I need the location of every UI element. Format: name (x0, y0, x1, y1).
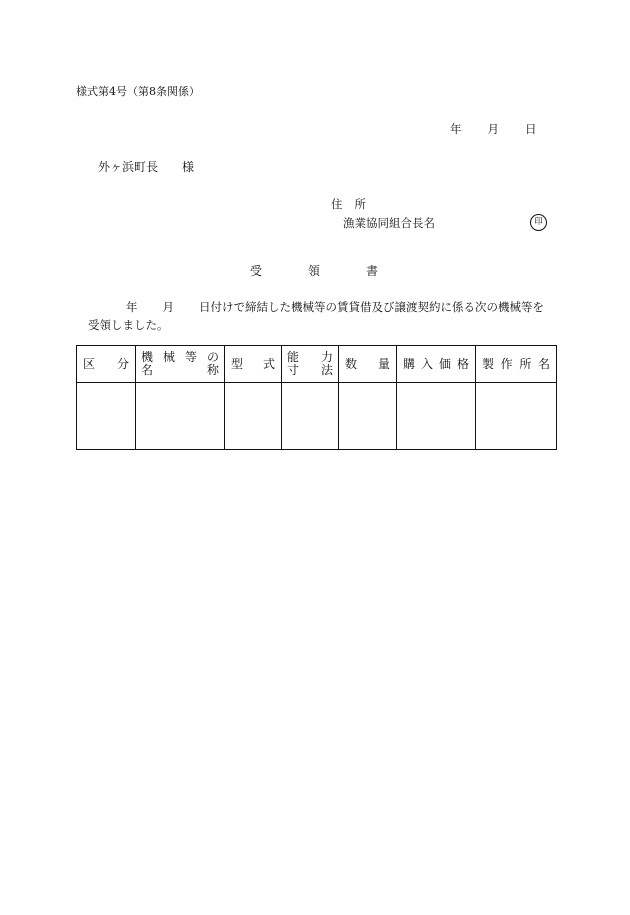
header-capacity (282, 346, 339, 383)
date-day-label: 日 (525, 122, 537, 136)
addressee-honorific: 様 (182, 160, 195, 174)
header-machine-name-char-3: 等 (184, 350, 197, 365)
body-month-label: 月 (162, 300, 174, 314)
header-capacity-char-1: 能 (287, 350, 300, 365)
header-machine-name-char-4: の (206, 350, 219, 365)
body-text-line-1 (126, 302, 544, 314)
cell-maker[interactable] (476, 383, 557, 450)
header-category-char-2: 分 (116, 357, 129, 371)
header-quantity-char-2: 量 (377, 357, 390, 371)
cell-capacity[interactable] (282, 383, 339, 450)
header-capacity-char-4: 法 (320, 363, 333, 377)
form-number: 様式第4号（第8条関係） (76, 85, 200, 98)
table-row (77, 383, 557, 450)
title-char-1: 受 (250, 264, 263, 278)
cell-category[interactable] (77, 383, 136, 450)
header-capacity-char-2: 力 (320, 350, 333, 365)
header-price-char-3: 価 (438, 357, 451, 371)
header-capacity-char-3: 寸 (287, 363, 300, 377)
header-machine-name-char-6: 称 (206, 363, 219, 377)
cell-machine-name[interactable] (136, 383, 225, 450)
address-label-char-2: 所 (354, 197, 366, 211)
table-header-row (77, 346, 557, 383)
title-char-3: 書 (366, 264, 379, 278)
cell-quantity[interactable] (339, 383, 397, 450)
header-price-char-1: 購 (403, 357, 416, 371)
date-line (450, 124, 537, 136)
header-machine-name-char-2: 械 (162, 350, 175, 365)
addressee (98, 161, 194, 173)
header-category-char-1: 区 (83, 357, 96, 371)
body-text-line-2: 受領しました。 (88, 318, 169, 332)
document-title (250, 265, 378, 277)
header-price (397, 346, 476, 383)
header-price-char-2: 入 (420, 357, 433, 371)
addressee-name: 外ヶ浜町長 (98, 160, 159, 174)
header-model-char-2: 式 (262, 357, 275, 371)
title-char-2: 領 (308, 264, 321, 278)
signer-label: 漁業協同組合長名 (343, 216, 435, 230)
header-model (225, 346, 282, 383)
cell-model[interactable] (225, 383, 282, 450)
date-year-label: 年 (450, 122, 462, 136)
header-machine-name-char-1: 機 (141, 350, 154, 365)
header-maker (476, 346, 557, 383)
address-label (331, 199, 366, 211)
header-maker-char-2: 作 (500, 357, 513, 371)
header-model-char-1: 型 (231, 357, 244, 371)
cell-price[interactable] (397, 383, 476, 450)
body-text-rest: 日付けで締結した機械等の賃貸借及び譲渡契約に係る次の機械等を (199, 300, 544, 314)
seal-icon: 印 (530, 214, 547, 231)
address-label-char-1: 住 (331, 197, 343, 211)
header-maker-char-1: 製 (482, 357, 495, 371)
header-maker-char-3: 所 (519, 357, 532, 371)
header-price-char-4: 格 (456, 357, 469, 371)
header-quantity-char-1: 数 (345, 357, 358, 371)
date-month-label: 月 (487, 122, 499, 136)
items-table (76, 345, 557, 450)
header-category (77, 346, 136, 383)
header-maker-char-4: 名 (537, 357, 550, 371)
body-year-label: 年 (126, 300, 138, 314)
header-quantity (339, 346, 397, 383)
header-machine-name (136, 346, 225, 383)
header-machine-name-char-5: 名 (141, 363, 154, 377)
